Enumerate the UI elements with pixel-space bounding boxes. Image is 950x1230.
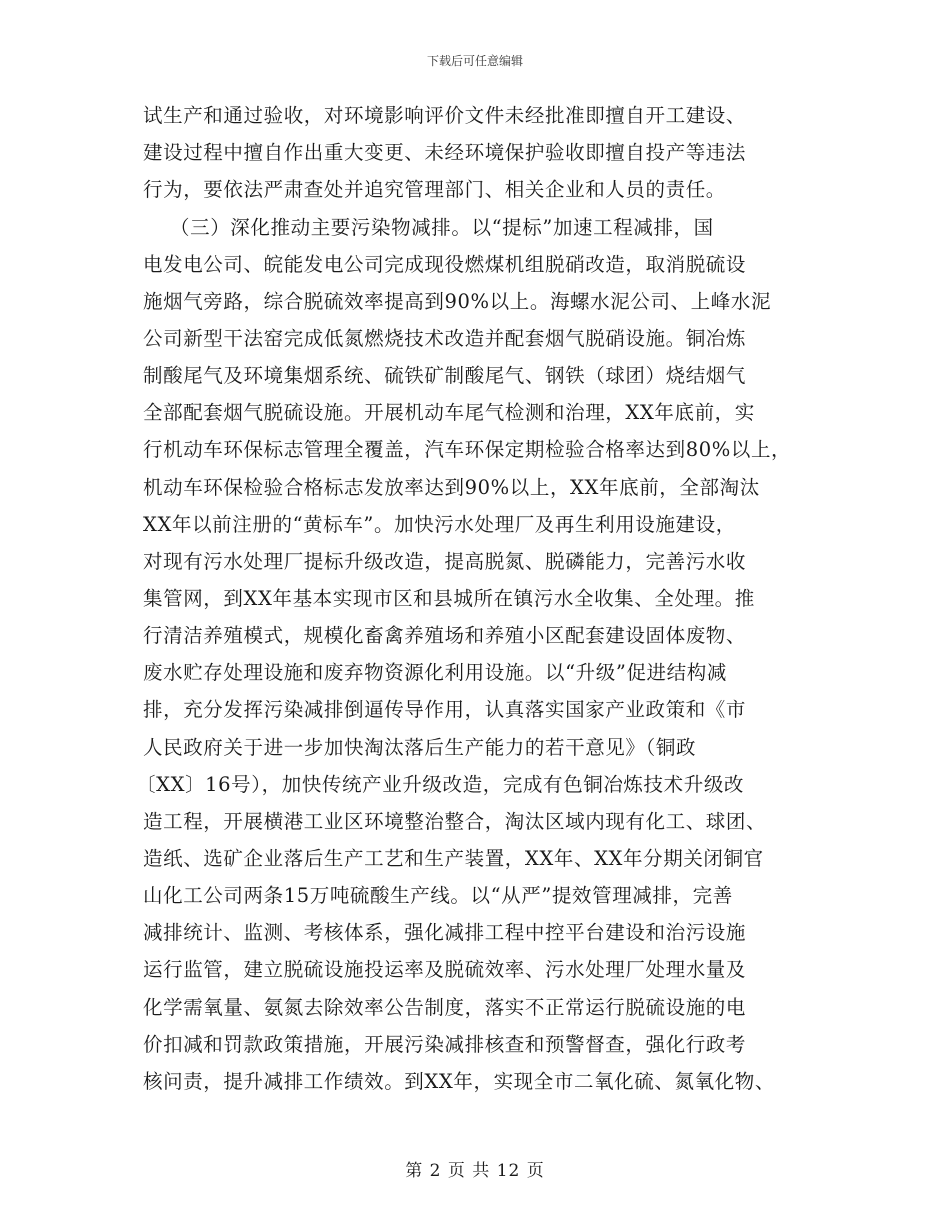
page-number-footer: 第 2 页 共 12 页 xyxy=(405,1161,545,1181)
text-line: （三）深化推动主要污染物减排。以“提标”加速工程减排，国 xyxy=(170,216,714,239)
text-line: 试生产和通过验收，对环境影响评价文件未经批准即擅自开工建设、 xyxy=(143,104,747,127)
text-line: 〔XX〕16号），加快传统产业升级改造，完成有色铜冶炼技术升级改 xyxy=(136,773,745,796)
text-line: 排，充分发挥污染减排倒逼传导作用，认真落实国家产业政策和《市 xyxy=(143,698,747,721)
page-header: 下载后可任意编辑 xyxy=(426,54,523,68)
text-line: 化学需氧量、氨氮去除效率公告制度，落实不正常运行脱硫设施的电 xyxy=(143,996,747,1019)
text-line: 废水贮存处理设施和废弃物资源化利用设施。以“升级”促进结构减 xyxy=(143,661,727,684)
text-line: 全部配套烟气脱硫设施。开展机动车尾气检测和治理，XX年底前，实 xyxy=(143,401,755,424)
text-line: 造工程，开展横港工业区环境整治整合，淘汰区域内现有化工、球团、 xyxy=(143,810,767,833)
text-line: 施烟气旁路，综合脱硫效率提高到90%以上。海螺水泥公司、上峰水泥 xyxy=(143,290,772,313)
text-line: 对现有污水处理厂提标升级改造，提高脱氮、脱磷能力，完善污水收 xyxy=(143,550,747,573)
text-line: 行清洁养殖模式，规模化畜禽养殖场和养殖小区配套建设固体废物、 xyxy=(143,624,747,647)
text-line: 公司新型干法窑完成低氮燃烧技术改造并配套烟气脱硝设施。铜冶炼 xyxy=(143,327,747,350)
text-line: XX年以前注册的“黄标车”。加快污水处理厂及再生利用设施建设， xyxy=(143,513,736,536)
text-line: 人民政府关于进一步加快淘汰落后生产能力的若干意见》（铜政 xyxy=(143,736,697,759)
text-line: 行为，要依法严肃查处并追究管理部门、相关企业和人员的责任。 xyxy=(143,178,726,201)
text-line: 电发电公司、皖能发电公司完成现役燃煤机组脱硝改造，取消脱硫设 xyxy=(143,253,747,276)
text-line: 核问责，提升减排工作绩效。到XX年，实现全市二氧化硫、氮氧化物、 xyxy=(143,1070,775,1093)
text-line: 行机动车环保标志管理全覆盖，汽车环保定期检验合格率达到80%以上， xyxy=(143,438,792,461)
text-line: 山化工公司两条15万吨硫酸生产线。以“从严”提效管理减排，完善 xyxy=(143,884,733,907)
text-line: 建设过程中擅自作出重大变更、未经环境保护验收即擅自投产等违法 xyxy=(143,141,747,164)
text-line: 机动车环保检验合格标志发放率达到90%以上，XX年底前，全部淘汰 xyxy=(143,476,760,499)
text-line: 制酸尾气及环境集烟系统、硫铁矿制酸尾气、钢铁（球团）烧结烟气 xyxy=(143,364,747,387)
text-line: 集管网，到XX年基本实现市区和县城所在镇污水全收集、全处理。推 xyxy=(143,587,755,610)
text-line: 运行监管，建立脱硫设施投运率及脱硫效率、污水处理厂处理水量及 xyxy=(143,958,747,981)
text-line: 价扣减和罚款政策措施，开展污染减排核查和预警督查，强化行政考 xyxy=(143,1033,747,1056)
text-line: 造纸、选矿企业落后生产工艺和生产装置，XX年、XX年分期关闭铜官 xyxy=(143,847,764,870)
text-line: 减排统计、监测、考核体系，强化减排工程中控平台建设和治污设施 xyxy=(143,921,747,944)
